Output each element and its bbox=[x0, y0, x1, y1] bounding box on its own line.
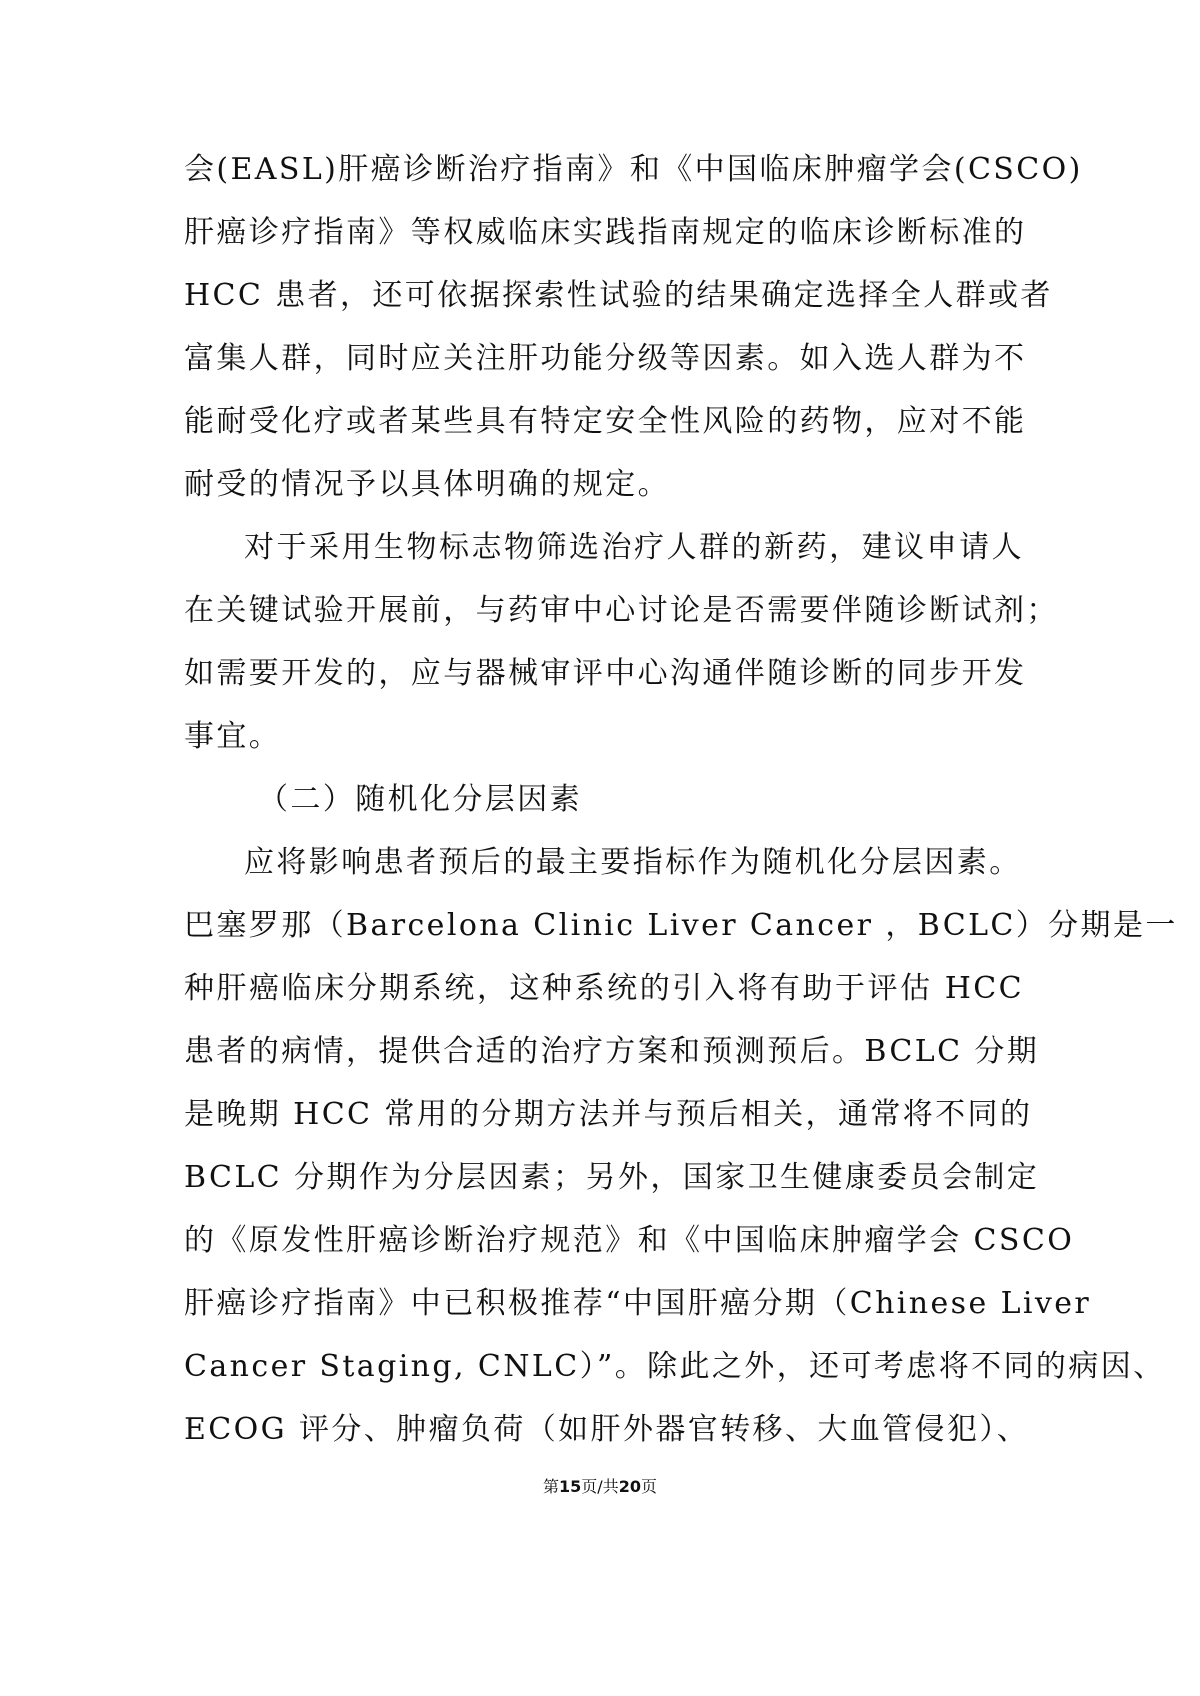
body-line: 如需要开发的，应与器械审评中心沟通伴随诊断的同步开发 bbox=[184, 656, 1027, 691]
body-line: 肝癌诊疗指南》中已积极推荐“中国肝癌分期（Chinese Liver bbox=[184, 1286, 1092, 1321]
section-heading: （二）随机化分层因素 bbox=[258, 782, 582, 817]
body-line: BCLC 分期作为分层因素；另外，国家卫生健康委员会制定 bbox=[184, 1160, 1040, 1195]
footer-middle: 页/共 bbox=[581, 1477, 619, 1496]
footer-prefix: 第 bbox=[543, 1477, 560, 1496]
body-line: 应将影响患者预后的最主要指标作为随机化分层因素。 bbox=[244, 845, 1022, 880]
body-line: 的《原发性肝癌诊断治疗规范》和《中国临床肿瘤学会 CSCO bbox=[184, 1223, 1075, 1258]
body-line: Cancer Staging, CNLC）”。除此之外，还可考虑将不同的病因、 bbox=[184, 1349, 1166, 1384]
body-line: 是晚期 HCC 常用的分期方法并与预后相关，通常将不同的 bbox=[184, 1097, 1033, 1132]
body-line: 在关键试验开展前，与药审中心讨论是否需要伴随诊断试剂； bbox=[184, 593, 1059, 628]
body-line: 富集人群，同时应关注肝功能分级等因素。如入选人群为不 bbox=[184, 341, 1027, 376]
footer-current-page: 15 bbox=[559, 1477, 582, 1496]
page-footer bbox=[0, 1474, 1200, 1497]
body-line: 种肝癌临床分期系统，这种系统的引入将有助于评估 HCC bbox=[184, 971, 1024, 1006]
body-text bbox=[184, 138, 1178, 1461]
body-line: 耐受的情况予以具体明确的规定。 bbox=[184, 467, 670, 502]
footer-suffix: 页 bbox=[640, 1477, 657, 1496]
body-line: 能耐受化疗或者某些具有特定安全性风险的药物，应对不能 bbox=[184, 404, 1027, 439]
body-line: 肝癌诊疗指南》等权威临床实践指南规定的临床诊断标准的 bbox=[184, 215, 1027, 250]
body-line: 患者的病情，提供合适的治疗方案和预测预后。BCLC 分期 bbox=[184, 1034, 1040, 1069]
body-line: ECOG 评分、肿瘤负荷（如肝外器官转移、大血管侵犯）、 bbox=[184, 1412, 1030, 1447]
footer-total-pages: 20 bbox=[618, 1477, 641, 1496]
body-line: 对于采用生物标志物筛选治疗人群的新药，建议申请人 bbox=[244, 530, 1024, 565]
body-line: 会(EASL)肝癌诊断治疗指南》和《中国临床肿瘤学会(CSCO) bbox=[184, 152, 1083, 187]
body-line: HCC 患者，还可依据探索性试验的结果确定选择全人群或者 bbox=[184, 278, 1053, 313]
body-line: 巴塞罗那（Barcelona Clinic Liver Cancer ，BCLC）分期是一 bbox=[184, 908, 1178, 943]
body-line: 事宜。 bbox=[184, 719, 282, 754]
